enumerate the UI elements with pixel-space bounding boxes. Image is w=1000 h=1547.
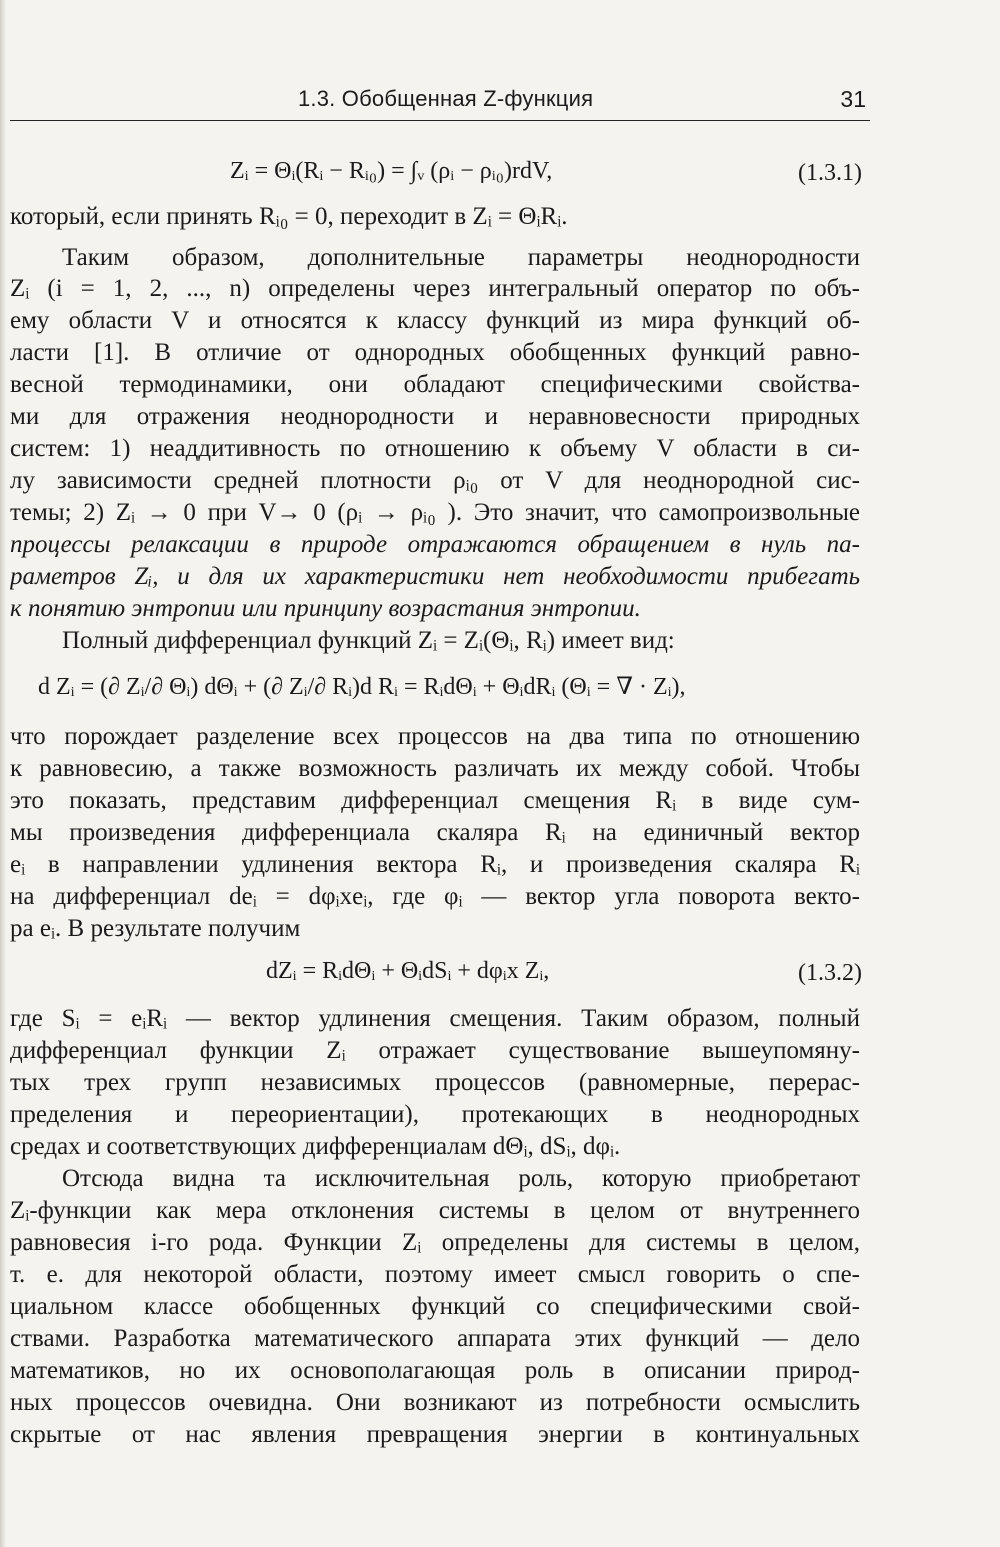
text-line: средах и соответствующих дифференциалам dΘᵢ, dSᵢ, dφᵢ. <box>10 1133 621 1160</box>
text-line: Таким образом, дополнительные параметры неоднородности <box>62 244 860 271</box>
text-line: к равновесию, а также возможность различать их между собой. Чтобы <box>10 755 860 782</box>
text-line: математиков, но их основополагающая роль в описании природ- <box>10 1357 860 1384</box>
text-line: ных процессов очевидна. Они возникают из потребности осмыслить <box>10 1389 860 1416</box>
text-line: ра eᵢ. В результате получим <box>10 915 301 942</box>
page-number: 31 <box>840 86 866 112</box>
text-line: равновесия i-го рода. Функции Zᵢ определены для системы в целом, <box>10 1229 860 1256</box>
text-line: ствами. Разработка математического аппарата этих функций — дело <box>10 1325 860 1352</box>
text-line-italic: к понятию энтропии или принципу возрастания энтропии. <box>10 595 641 622</box>
text-line: ему области V и относятся к классу функций из мира функций об- <box>10 307 860 334</box>
text-line: это показать, представим дифференциал смещения Rᵢ в виде сум- <box>10 787 860 814</box>
text-line: мы произведения дифференциала скаляра Rᵢ на единичный вектор <box>10 819 860 846</box>
scan-edge <box>0 0 6 1547</box>
text-line: пределения и переориентации), протекающих в неоднородных <box>10 1101 860 1128</box>
text-line: дифференциал функции Zᵢ отражает существование вышеупомяну- <box>10 1037 860 1064</box>
formula-1-3-1: Zᵢ = Θᵢ(Rᵢ − Rᵢ₀) = ∫ᵥ (ρᵢ − ρᵢ₀)rdV, <box>230 158 553 184</box>
text-line: лу зависимости средней плотности ρᵢ₀ от V для неоднородной сис- <box>10 467 860 494</box>
text-line: весной термодинамики, они обладают специфическими свойства- <box>10 371 860 398</box>
text-line: Zᵢ-функции как мера отклонения системы в целом от внутреннего <box>10 1197 860 1224</box>
text-line: Zᵢ (i = 1, 2, ..., n) определены через интегральный оператор по объ- <box>10 275 860 302</box>
text-line: который, если принять Rᵢ₀ = 0, переходит в Zᵢ = ΘᵢRᵢ. <box>10 203 568 230</box>
formula-total-differential: d Zᵢ = (∂ Zᵢ/∂ Θᵢ) dΘᵢ + (∂ Zᵢ/∂ Rᵢ)d Rᵢ = RᵢdΘᵢ + ΘᵢdRᵢ (Θᵢ = ∇ · Zᵢ), <box>38 674 686 700</box>
text-line: что порождает разделение всех процессов на два типа по отношению <box>10 723 860 750</box>
text-line-italic: раметров Zᵢ, и для их характеристики нет необходимости прибегать <box>10 563 860 590</box>
text-line: циальном классе обобщенных функций со специфическими свой- <box>10 1293 860 1320</box>
text-line: тых трех групп независимых процессов (равномерные, перерас- <box>10 1069 860 1096</box>
text-line: скрытые от нас явления превращения энергии в континуальных <box>10 1421 860 1448</box>
formula-1-3-1-number: (1.3.1) <box>798 160 862 186</box>
running-head <box>10 86 870 121</box>
text-line: ласти [1]. В отличие от однородных обобщенных функций равно- <box>10 339 860 366</box>
text-line: систем: 1) неаддитивность по отношению к объему V области в си- <box>10 435 860 462</box>
text-line: Отсюда видна та исключительная роль, которую приобретают <box>62 1165 860 1192</box>
text-line: Полный дифференциал функций Zᵢ = Zᵢ(Θᵢ, Rᵢ) имеет вид: <box>62 627 675 654</box>
text-line: ми для отражения неоднородности и неравновесности природных <box>10 403 860 430</box>
running-title: 1.3. Обобщенная Z-функция <box>298 86 594 111</box>
formula-1-3-2: dZᵢ = RᵢdΘᵢ + ΘᵢdSᵢ + dφᵢx Zᵢ, <box>266 958 550 984</box>
text-line: где Sᵢ = eᵢRᵢ — вектор удлинения смещения. Таким образом, полный <box>10 1005 860 1032</box>
text-line: eᵢ в направлении удлинения вектора Rᵢ, и произведения скаляра Rᵢ <box>10 851 860 878</box>
text-line-italic: процессы релаксации в природе отражаются обращением в нуль па- <box>10 531 860 558</box>
formula-1-3-2-number: (1.3.2) <box>798 960 862 986</box>
text-line: темы; 2) Zᵢ → 0 при V→ 0 (ρᵢ → ρᵢ₀ ). Это значит, что самопроизвольные <box>10 499 860 526</box>
text-line: т. е. для некоторой области, поэтому имеет смысл говорить о спе- <box>10 1261 860 1288</box>
text-line: на дифференциал deᵢ = dφᵢxeᵢ, где φᵢ — вектор угла поворота векто- <box>10 883 860 910</box>
